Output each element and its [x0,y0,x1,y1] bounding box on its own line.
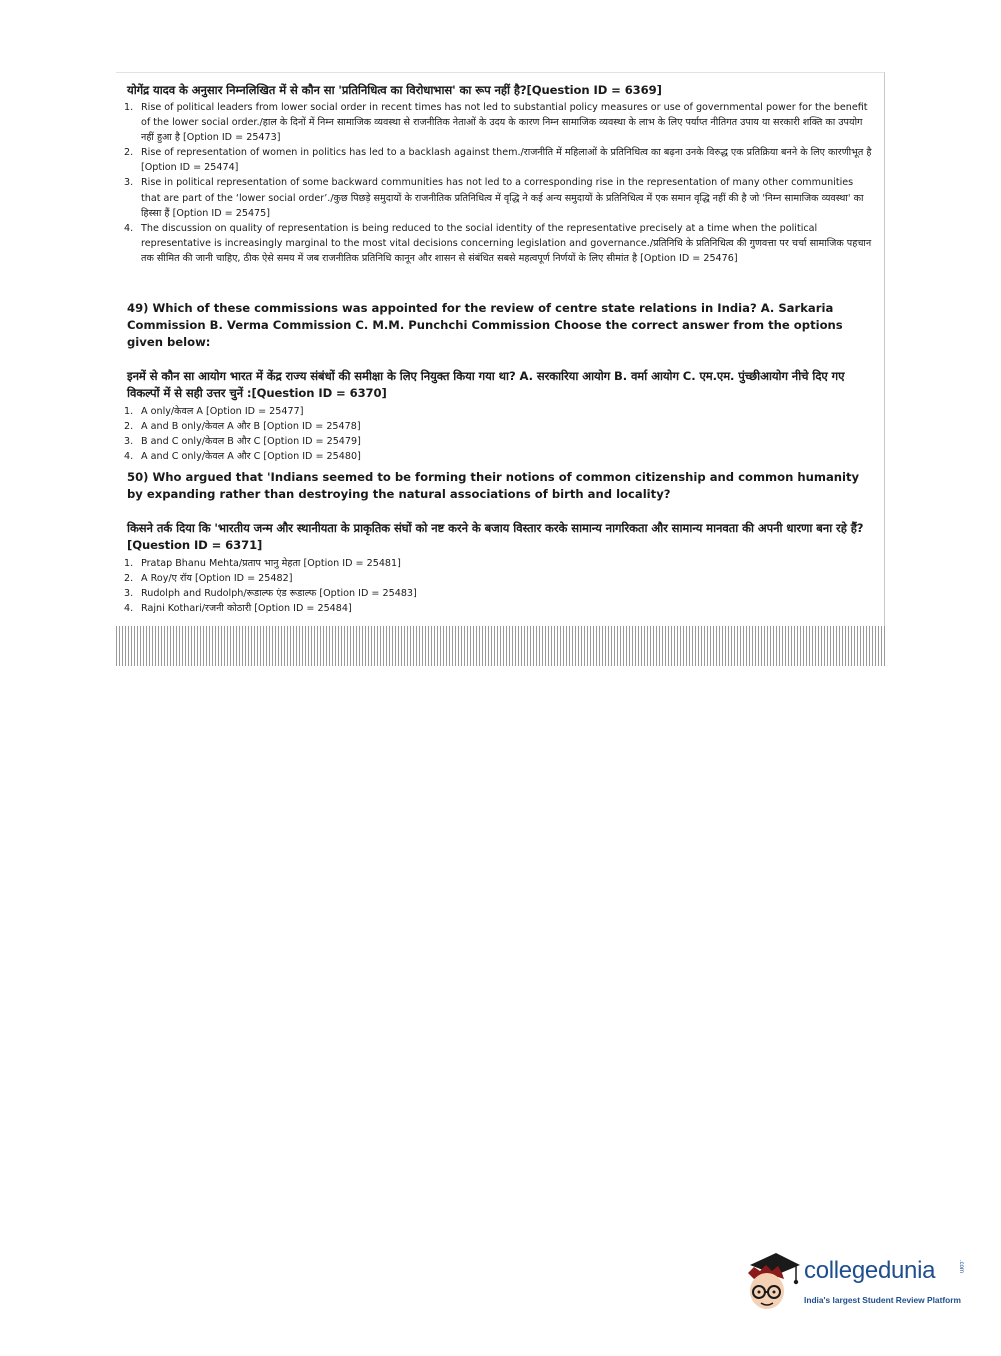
option-item: 4. Rajni Kothari/रजनी कोठारी [Option ID = 25484] [124,603,352,615]
option-item: 2. A and B only/केवल A और B [Option ID = 25478] [124,421,361,433]
question-49-options [124,404,872,464]
logo-wordmark: collegedunia [804,1257,936,1284]
logo-suffix: .com [958,1260,964,1274]
barcode-strip [116,626,885,666]
option-item: 1. Rise of political leaders from lower social order in recent times has not led to substantial policy measures or use of governmental power for the benefit of the lower social order./हाल के दिनों में निम्न सामाजिक व्यवस्था से राजनीतिक नेताओं के उदय के कारण निम्न सामाजिक व्यवस्था के लाभ के लिए पर्याप्त नीतिगत उपाय या सरकारी शक्ति का उपयोग नहीं हुआ है [Option ID = 25473] [124,102,868,144]
mascot-icon [742,1249,802,1313]
option-item: 1. Pratap Bhanu Mehta/प्रताप भानु मेहता [Option ID = 25481] [124,558,401,569]
question-48-heading-hindi: योगेंद्र यादव के अनुसार निम्नलिखित में से कौन सा 'प्रतिनिधित्व का विरोधाभास' का रूप नहीं है?[Question ID = 6369] [127,83,662,97]
question-49 [124,300,872,464]
question-50 [124,469,872,616]
option-item: 4. A and C only/केवल A और C [Option ID = 25480] [124,451,361,463]
question-48-options [124,100,872,266]
logo-tagline: India's largest Student Review Platform [804,1295,961,1305]
collegedunia-logo[interactable] [742,1249,972,1313]
option-item: 2. A Roy/ए रॉय [Option ID = 25482] [124,573,293,585]
option-item: 3. B and C only/केवल B और C [Option ID = 25479] [124,436,361,448]
question-50-heading-english: 50) Who argued that 'Indians seemed to be forming their notions of common citizenship and common humanity by expanding rather than destroying the natural associations of birth and locality? [127,470,860,501]
option-item: 1. A only/केवल A [Option ID = 25477] [124,406,304,417]
question-49-heading-english: 49) Which of these commissions was appointed for the review of centre state relations in India? A. Sarkaria Commission B. Verma Commission C. M.M. Punchchi Commission Choose the correct answer from the options given below: [127,301,843,349]
question-50-options [124,556,872,616]
option-item: 3. Rise in political representation of some backward communities has not led to a corresponding rise in the representation of many other communities that are part of the ‘lower social order’./कुछ पिछड़े समुदायों के राजनीतिक प्रतिनिधित्व में वृद्धि ने कई अन्य समुदायों के प्रतिनिधित्व में एक समान वृद्धि नहीं की है जो 'निम्न सामाजिक व्यवस्था' का हिस्सा हैं [Option ID = 25475] [124,177,864,219]
option-item: 3. Rudolph and Rudolph/रूडाल्फ एंड रूडाल्फ [Option ID = 25483] [124,588,417,600]
question-50-heading-hindi: किसने तर्क दिया कि 'भारतीय जन्म और स्थानीयता के प्राकृतिक संघों को नष्ट करने के बजाय विस्तार करके सामान्य नागरिकता और सामान्य मानवता की अपनी धारणा बना रहे हैं?[Question ID = 6371] [127,521,864,552]
question-49-heading-hindi: इनमें से कौन सा आयोग भारत में केंद्र राज्य संबंधों की समीक्षा के लिए नियुक्त किया गया था? A. सरकारिया आयोग B. वर्मा आयोग C. एम.एम. पुंच्छीआयोग नीचे दिए गए विकल्पों में से सही उत्तर चुनें :[Question ID = 6370] [127,369,845,400]
option-item: 4. The discussion on quality of representation is being reduced to the social identity of the representative precisely at a time when the political representative is increasingly marginal to the most vital decisions concerning legislation and governance./प्रतिनिधि के प्रतिनिधित्व की गुणवत्ता पर चर्चा सामाजिक पहचान तक सीमित की जानी चाहिए, ठीक ऐसे समय में जब राजनीतिक प्रतिनिधि कानून और शासन से संबंधित सबसे महत्वपूर्ण निर्णयों के लिए सीमांत है [Option ID = 25476] [124,222,872,264]
option-item: 2. Rise of representation of women in politics has led to a backlash against them./राजनीति में महिलाओं के प्रतिनिधित्व का बढ़ना उनके विरुद्ध एक प्रतिक्रिया बनने के लिए कारणीभूत है [Option ID = 25474] [124,147,872,174]
question-48 [124,82,872,266]
